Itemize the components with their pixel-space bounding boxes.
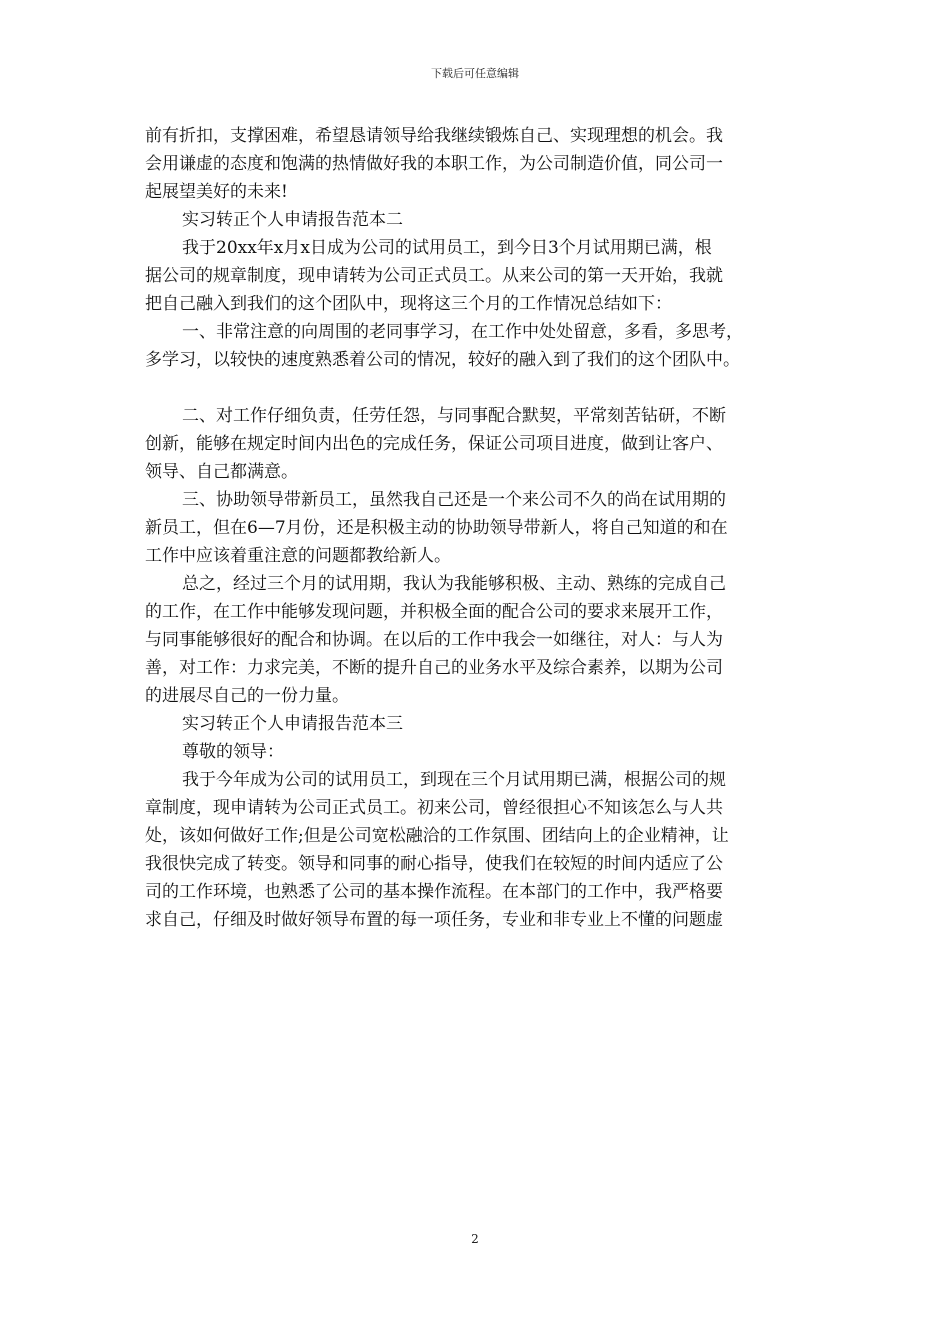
text-line: 我于20xx年x月x日成为公司的试用员工，到今日3个月试用期已满，根 bbox=[182, 238, 712, 258]
text-line: 与同事能够很好的配合和协调。在以后的工作中我会一如继往，对人：与人为 bbox=[145, 630, 723, 650]
text-line: 求自己，仔细及时做好领导布置的每一项任务，专业和非专业上不懂的问题虚 bbox=[145, 910, 723, 930]
salutation-text: 尊敬的领导： bbox=[182, 742, 284, 762]
text-line: 起展望美好的未来! bbox=[145, 182, 288, 202]
paragraph-5 bbox=[145, 486, 811, 570]
paragraph-7 bbox=[145, 766, 811, 934]
text-line: 领导、自己都满意。 bbox=[145, 462, 298, 482]
text-line: 处，该如何做好工作;但是公司宽松融洽的工作氛围、团结向上的企业精神，让 bbox=[145, 826, 729, 846]
paragraph-2 bbox=[145, 234, 811, 318]
heading-text: 实习转正个人申请报告范本三 bbox=[182, 714, 403, 734]
salutation bbox=[145, 738, 811, 766]
paragraph-3 bbox=[145, 318, 811, 374]
text-line: 的工作，在工作中能够发现问题，并积极全面的配合公司的要求来展开工作， bbox=[145, 602, 723, 622]
text-line: 把自己融入到我们的这个团队中，现将这三个月的工作情况总结如下： bbox=[145, 294, 672, 314]
page-header: 下载后可任意编辑 bbox=[431, 67, 519, 80]
text-line: 创新，能够在规定时间内出色的完成任务，保证公司项目进度，做到让客户、 bbox=[145, 434, 723, 454]
text-line: 据公司的规章制度，现申请转为公司正式员工。从来公司的第一天开始，我就 bbox=[145, 266, 723, 286]
text-line: 司的工作环境，也熟悉了公司的基本操作流程。在本部门的工作中，我严格要 bbox=[145, 882, 723, 902]
text-line: 善，对工作：力求完美，不断的提升自己的业务水平及综合素养，以期为公司 bbox=[145, 658, 723, 678]
document-body bbox=[145, 122, 811, 934]
text-line: 的进展尽自己的一份力量。 bbox=[145, 686, 349, 706]
text-line: 我很快完成了转变。领导和同事的耐心指导，使我们在较短的时间内适应了公 bbox=[145, 854, 723, 874]
heading-text: 实习转正个人申请报告范本二 bbox=[182, 210, 403, 230]
text-line: 会用谦虚的态度和饱满的热情做好我的本职工作，为公司制造价值，同公司一 bbox=[145, 154, 723, 174]
text-line: 我于今年成为公司的试用员工，到现在三个月试用期已满，根据公司的规 bbox=[182, 770, 726, 790]
section-heading-2 bbox=[145, 206, 811, 234]
paragraph-6 bbox=[145, 570, 811, 710]
text-line: 二、对工作仔细负责，任劳任怨，与同事配合默契，平常刻苦钻研，不断 bbox=[182, 406, 726, 426]
page-number: 2 bbox=[471, 1232, 479, 1246]
text-line: 一、非常注意的向周围的老同事学习，在工作中处处留意，多看，多思考， bbox=[182, 322, 743, 342]
text-line: 多学习，以较快的速度熟悉着公司的情况，较好的融入到了我们的这个团队中。 bbox=[145, 350, 740, 370]
text-line: 新员工，但在6—7月份，还是积极主动的协助领导带新人，将自己知道的和在 bbox=[145, 518, 728, 538]
paragraph-1 bbox=[145, 122, 811, 206]
text-line: 三、协助领导带新员工，虽然我自己还是一个来公司不久的尚在试用期的 bbox=[182, 490, 726, 510]
blank-line bbox=[145, 374, 811, 402]
text-line: 工作中应该着重注意的问题都教给新人。 bbox=[145, 546, 451, 566]
text-line: 章制度，现申请转为公司正式员工。初来公司，曾经很担心不知该怎么与人共 bbox=[145, 798, 723, 818]
text-line: 总之，经过三个月的试用期，我认为我能够积极、主动、熟练的完成自己 bbox=[182, 574, 726, 594]
paragraph-4 bbox=[145, 402, 811, 486]
text-line: 前有折扣，支撑困难，希望恳请领导给我继续锻炼自己、实现理想的机会。我 bbox=[145, 126, 723, 146]
section-heading-3 bbox=[145, 710, 811, 738]
